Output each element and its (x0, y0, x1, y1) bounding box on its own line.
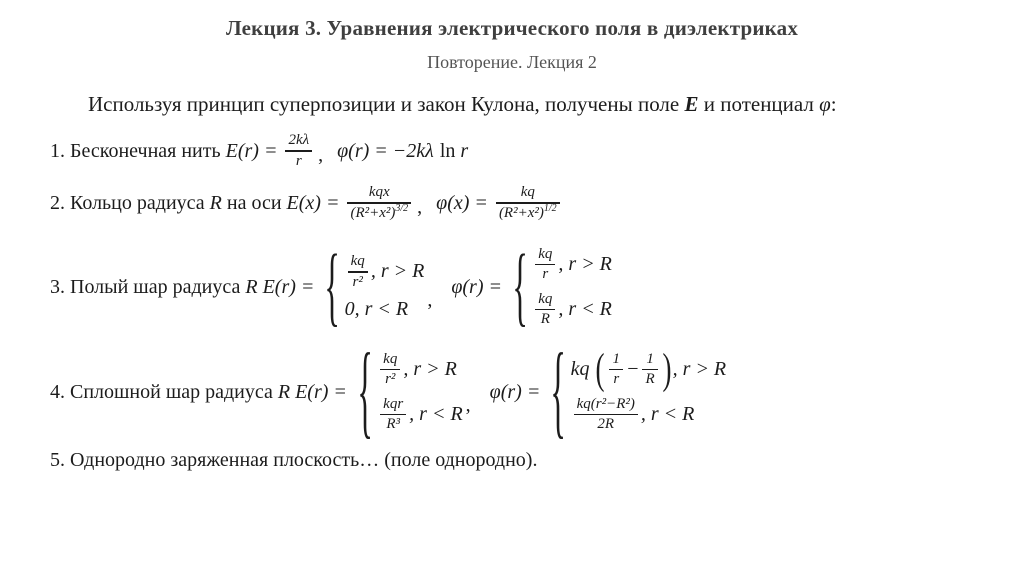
case-row (532, 246, 612, 284)
fraction (285, 132, 312, 170)
item-1-label: 1. Бесконечная нить (50, 139, 226, 162)
case-condition: , r > R (672, 358, 727, 381)
item-3-label: 3. Полый шар радиуса (50, 275, 246, 298)
case-condition: , r > R (370, 260, 425, 283)
item-5-label: 5. Однородно заряженная плоскость… (поле однородно). (50, 448, 538, 471)
radius-r-symbol: R (245, 275, 258, 298)
formula-item-4 (50, 334, 727, 450)
fraction-bar (609, 369, 623, 370)
fraction (496, 184, 560, 222)
left-brace: { (357, 334, 373, 450)
piecewise-cases (345, 253, 425, 321)
fraction-denominator: r² (352, 273, 363, 290)
fraction-denominator: r² (385, 371, 396, 388)
denominator-exponent: 1/2 (543, 202, 557, 214)
fraction (535, 246, 555, 284)
fraction-denominator: R (645, 371, 655, 388)
fraction-denominator (496, 202, 560, 222)
case-condition: , r > R (558, 253, 612, 276)
fraction-bar (285, 150, 312, 151)
item-2-label-post: на оси (221, 191, 287, 214)
fraction-bar (348, 271, 368, 272)
ln-operator: ln (439, 139, 456, 162)
item-4-label: 4. Сплошной шар радиуса (50, 380, 278, 403)
fraction-bar (380, 369, 400, 370)
case-row (532, 291, 612, 329)
fraction-denominator (347, 202, 411, 222)
formula-item-2 (50, 177, 563, 229)
case-row (377, 396, 463, 434)
piecewise-cases (570, 344, 727, 434)
item-3-phi-lhs: φ(r) = (446, 275, 507, 298)
left-brace: { (512, 237, 528, 337)
field-e-symbol: E (684, 92, 699, 116)
item-3-e-lhs: E(r) = (257, 275, 320, 298)
item-4-phi-lhs: φ(r) = (484, 380, 546, 403)
slide-title: Лекция 3. Уравнения электрического поля в диэлектриках (225, 16, 799, 40)
comma-separator: , (318, 143, 324, 166)
item-2-e-lhs: E(x) = (286, 191, 345, 214)
fraction-bar (642, 369, 657, 370)
fraction (348, 253, 368, 291)
case-row (377, 351, 463, 389)
radius-r-symbol: R (209, 191, 222, 214)
case-row (345, 253, 425, 291)
piecewise-cases (377, 351, 463, 434)
item-1-e-lhs: E(r) = (225, 139, 283, 162)
formula-item-3 (50, 237, 612, 337)
fraction-denominator: R (540, 311, 550, 328)
fraction-numerator: kqx (368, 184, 390, 201)
ln-argument: r (460, 139, 469, 162)
denominator-base: (R²+x²) (350, 204, 396, 221)
item-2-phi-lhs: φ(x) = (436, 191, 493, 214)
radius-r-symbol: R (277, 380, 291, 403)
fraction-numerator: kq (538, 245, 553, 262)
fraction-denominator: 2R (597, 416, 615, 433)
item-4-e-lhs: E(r) = (290, 380, 352, 403)
fraction (609, 351, 623, 389)
item-1-phi: φ(r) = −2kλ (337, 139, 434, 162)
slide-subtitle: Повторение. Лекция 2 (427, 52, 597, 72)
comma-separator: , (465, 393, 471, 416)
fraction-denominator: r (295, 152, 302, 169)
fraction-numerator: kqr (383, 395, 404, 412)
fraction-numerator: 2kλ (288, 132, 310, 149)
formula-item-1 (50, 128, 468, 174)
fraction (380, 351, 400, 389)
case-value: 0, r < R (344, 297, 409, 320)
case-row (571, 396, 727, 434)
intro-text-post: : (830, 92, 837, 116)
case-row (345, 298, 425, 321)
case-row (570, 344, 727, 393)
fraction (642, 351, 657, 389)
case-condition: , r > R (403, 358, 457, 381)
case-condition: , r < R (640, 402, 695, 425)
comma-separator: , (417, 195, 423, 218)
fraction (380, 396, 406, 434)
denominator-base: (R²+x²) (498, 204, 544, 221)
fraction (535, 291, 555, 329)
item-2-label: 2. Кольцо радиуса (50, 191, 210, 214)
denominator-exponent: 3/2 (395, 202, 409, 214)
open-paren: ( (595, 344, 605, 393)
fraction-numerator: 1 (612, 350, 620, 367)
case-condition: , r < R (558, 297, 612, 320)
minus-sign: − (625, 358, 640, 381)
fraction-denominator: r (542, 266, 549, 283)
fraction (574, 396, 638, 434)
fraction (347, 184, 411, 222)
fraction-numerator: 1 (646, 350, 654, 367)
fraction-numerator: kq(r²−R²) (576, 395, 635, 412)
intro-text-mid: и потенциал (698, 92, 820, 116)
fraction-numerator: kq (520, 184, 535, 201)
fraction-numerator: kq (383, 350, 398, 367)
left-brace: { (550, 334, 567, 450)
fraction-denominator: R³ (386, 416, 400, 433)
intro-text-pre: Используя принцип суперпозиции и закон Кулона, получены поле (88, 92, 685, 116)
fraction-bar (535, 264, 555, 265)
fraction-numerator: kq (350, 253, 365, 270)
fraction-bar (380, 414, 406, 415)
formula-item-5 (50, 446, 537, 474)
fraction-numerator: kq (538, 290, 553, 307)
fraction-denominator: r (613, 371, 620, 388)
left-brace: { (324, 237, 341, 337)
intro-sentence (88, 92, 837, 117)
piecewise-cases (532, 246, 612, 329)
close-paren: ) (662, 344, 672, 393)
coefficient-kq: kq (570, 358, 595, 381)
comma-separator: , (427, 288, 433, 311)
fraction-bar (574, 414, 638, 415)
fraction-bar (535, 309, 555, 310)
case-condition: , r < R (409, 402, 463, 425)
potential-phi-symbol: φ (819, 92, 831, 116)
